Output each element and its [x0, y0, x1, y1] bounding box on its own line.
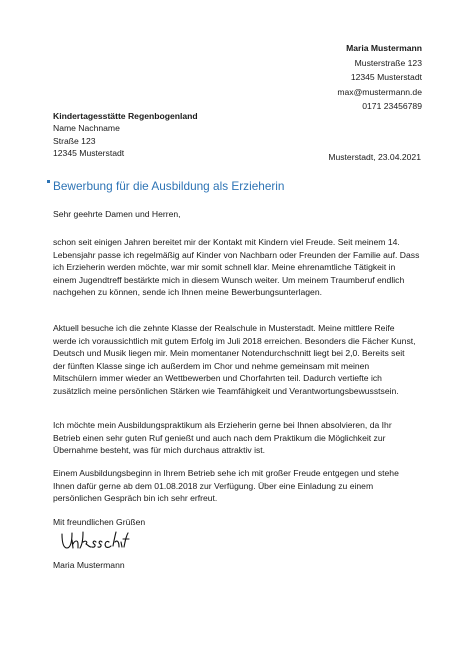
body-line: persönlichen Gespräch bin ich sehr erfreut. [53, 493, 218, 503]
recipient-street: Straße 123 [53, 135, 96, 146]
body-paragraph-2 [53, 322, 433, 397]
body-line: Deutsch und Musik liegen mir. Mein momentaner Notendurchschnitt liegt bei 2,0. Bereits seit [53, 348, 405, 358]
recipient-city: 12345 Musterstadt [53, 148, 125, 159]
body-line: Aktuell besuche ich die zehnte Klasse der Realschule in Musterstadt. Meine mittlere Reife [53, 323, 395, 333]
body-line: Mitschülern immer wieder an Wettbewerben und Chorfahrten teil. Dadurch vertiefte ich [53, 373, 382, 383]
body-line: Betrieb einen sehr guten Ruf genießt und auch nach dem Praktikum die Möglichkeit zur [53, 432, 386, 443]
body-line: Einem Ausbildungsbeginn in Ihrem Betrieb sehe ich mit großer Freude entgegen und stehe [53, 468, 399, 478]
body-line: nachgehen zu können, sende ich Ihnen meine Bewerbungsunterlagen. [53, 287, 322, 297]
letter-date: Musterstadt, 23.04.2021 [328, 152, 421, 162]
sender-phone: 0171 23456789 [362, 101, 422, 112]
salutation: Sehr geehrte Damen und Herren, [53, 209, 181, 219]
typed-name: Maria Mustermann [53, 560, 125, 570]
sender-address-block [300, 41, 422, 114]
body-paragraph-3 [53, 419, 433, 457]
recipient-org: Kindertagesstätte Regenbogenland [53, 111, 198, 121]
handwritten-signature [59, 528, 131, 556]
closing-line: Mit freundlichen Grüßen [53, 517, 146, 527]
sender-email: max@mustermann.de [337, 86, 422, 97]
subject-marker [47, 180, 50, 183]
sender-name: Maria Mustermann [346, 43, 422, 53]
body-paragraph-4 [53, 467, 433, 505]
sender-city: 12345 Musterstadt [350, 72, 422, 83]
subject-line: Bewerbung für die Ausbildung als Erzieherin [53, 179, 285, 193]
body-line: ich Erzieherin werden möchte, war mir somit schnell klar. Meine ehrenamtliche Tätigkeit in [53, 262, 396, 272]
sender-street: Musterstraße 123 [354, 57, 422, 68]
body-line: werde ich voraussichtlich mit gutem Erfolg im Juli 2018 erreichen. Besonders die Fächer Kunst, [53, 335, 416, 346]
body-line: Lebensjahr passe ich regelmäßig auf Kinder von Nachbarn oder Freunden der Familie auf. Dass [53, 249, 420, 260]
body-line: schon seit einigen Jahren bereitet mir der Kontakt mit Kindern viel Freude. Seit meinem 14. [53, 237, 400, 247]
recipient-contact: Name Nachname [53, 123, 120, 134]
body-line: Übernahme besteht, was für mich durchaus attraktiv ist. [53, 445, 266, 455]
body-line: Ich möchte mein Ausbildungspraktikum als Erzieherin gerne bei Ihnen absolvieren, da Ihr [53, 420, 392, 430]
recipient-address-block [53, 110, 198, 160]
body-line: einem Jugendtreff bestärkte mich in diesem Wunsch weiter. Um meinem Traumberuf endlich [53, 274, 405, 285]
body-line: der fünften Klasse singe ich außerdem im Chor und nehme gemeinsam mit meinen [53, 360, 370, 371]
body-line: Ihnen dafür gerne ab dem 01.08.2018 zur Verfügung. Über eine Einladung zu einem [53, 480, 374, 491]
body-line: zusätzlich meine persönlichen Stärken wie Teamfähigkeit und Verantwortungsbewusstsein. [53, 385, 399, 396]
body-paragraph-1 [53, 236, 433, 299]
